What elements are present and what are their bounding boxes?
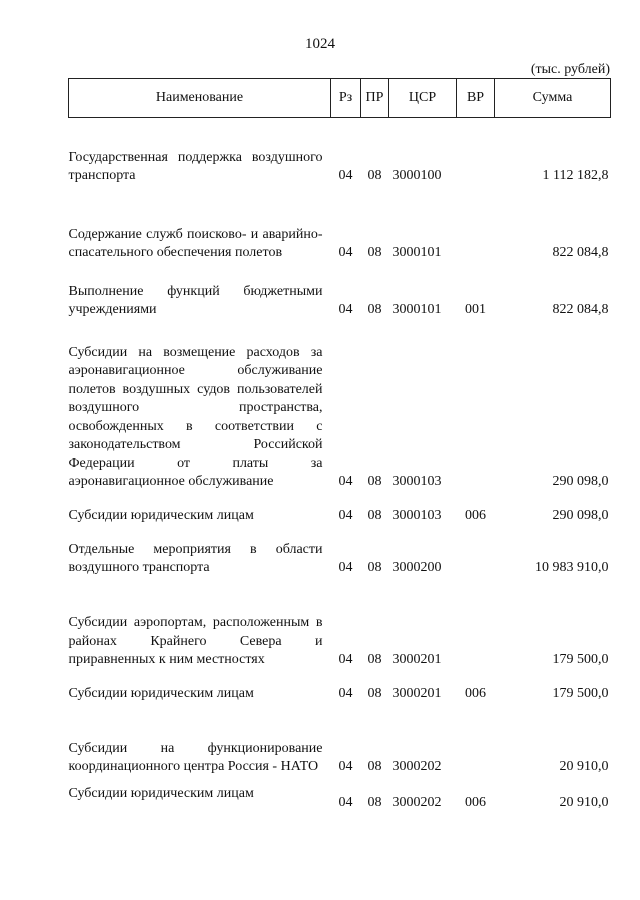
row-rz: 04 (338, 560, 353, 575)
row-pr: 08 (367, 474, 382, 489)
row-sum: 179 500,0 (552, 686, 609, 701)
row-csr: 3000200 (392, 560, 442, 575)
row-pr: 08 (367, 302, 382, 317)
row-vr (457, 526, 495, 578)
row-pr: 08 (367, 759, 382, 774)
row-csr: 3000201 (392, 686, 442, 701)
row-pr: 08 (367, 560, 382, 575)
row-name: Содержание служб поисково- и аварийно-спасательного обеспечения полетов (68, 226, 323, 260)
row-rz: 04 (338, 302, 353, 317)
row-name: Субсидии юридическим лицам (68, 686, 254, 701)
row-csr: 3000100 (392, 168, 442, 183)
header-rz: Рз (331, 79, 361, 118)
row-name: Субсидии юридическим лицам (68, 508, 254, 523)
row-name: Субсидии юридическим лицам (68, 785, 254, 801)
row-vr: 006 (465, 686, 486, 701)
table-row (69, 777, 611, 813)
table-row (69, 320, 611, 492)
row-csr: 3000202 (392, 795, 442, 810)
row-sum: 822 084,8 (552, 245, 609, 260)
row-rz: 04 (338, 795, 353, 810)
table-row (69, 526, 611, 578)
row-rz: 04 (338, 168, 353, 183)
row-vr (457, 118, 495, 186)
table-row (69, 670, 611, 704)
page-number: 1024 (305, 36, 335, 52)
row-pr: 08 (367, 245, 382, 260)
header-csr: ЦСР (389, 79, 457, 118)
table-row (69, 263, 611, 320)
header-name: Наименование (69, 79, 331, 118)
row-vr: 001 (465, 302, 486, 317)
row-vr (457, 320, 495, 492)
row-vr: 006 (465, 508, 486, 523)
row-csr: 3000202 (392, 759, 442, 774)
row-pr: 08 (367, 508, 382, 523)
row-csr: 3000103 (392, 508, 442, 523)
row-sum: 822 084,8 (552, 302, 609, 317)
row-rz: 04 (338, 686, 353, 701)
row-pr: 08 (367, 652, 382, 667)
row-sum: 290 098,0 (552, 474, 609, 489)
table-row (69, 704, 611, 777)
row-vr (457, 578, 495, 670)
row-sum: 10 983 910,0 (535, 560, 609, 575)
row-pr: 08 (367, 795, 382, 810)
row-sum: 20 910,0 (559, 795, 609, 810)
table-row (69, 492, 611, 526)
row-sum: 179 500,0 (552, 652, 609, 667)
row-rz: 04 (338, 759, 353, 774)
row-rz: 04 (338, 474, 353, 489)
row-name: Отдельные мероприятия в области воздушного транспорта (68, 541, 323, 575)
table-row (69, 186, 611, 263)
header-vr: ВР (457, 79, 495, 118)
row-name: Субсидии аэропортам, расположенным в районах Крайнего Севера и приравненных к ним местностях (68, 615, 323, 667)
row-vr (457, 704, 495, 777)
table-header-row (69, 79, 611, 118)
header-pr: ПР (361, 79, 389, 118)
row-vr: 006 (465, 795, 486, 810)
row-name: Субсидии на функционирование координационного центра Россия - НАТО (68, 740, 323, 774)
row-csr: 3000103 (392, 474, 442, 489)
units-label: (тыс. рублей) (530, 62, 610, 77)
row-vr (457, 186, 495, 263)
row-pr: 08 (367, 686, 382, 701)
row-name: Субсидии на возмещение расходов за аэронавигационное обслуживание полетов воздушных судов пользователей воздушного пространства, освобожденных в соответствии с законодательством Российской Федерации от платы за аэронавигационное обслуживание (68, 344, 323, 489)
row-name: Выполнение функций бюджетными учреждениями (68, 283, 323, 317)
row-sum: 20 910,0 (559, 759, 609, 774)
row-rz: 04 (338, 508, 353, 523)
row-rz: 04 (338, 245, 353, 260)
header-sum: Сумма (495, 79, 611, 118)
table-row (69, 578, 611, 670)
row-csr: 3000201 (392, 652, 442, 667)
row-rz: 04 (338, 652, 353, 667)
row-pr: 08 (367, 168, 382, 183)
row-sum: 1 112 182,8 (542, 168, 609, 183)
row-sum: 290 098,0 (552, 508, 609, 523)
row-csr: 3000101 (392, 245, 442, 260)
row-name: Государственная поддержка воздушного транспорта (68, 149, 323, 183)
row-csr: 3000101 (392, 302, 442, 317)
budget-table (68, 78, 611, 813)
table-row (69, 118, 611, 186)
